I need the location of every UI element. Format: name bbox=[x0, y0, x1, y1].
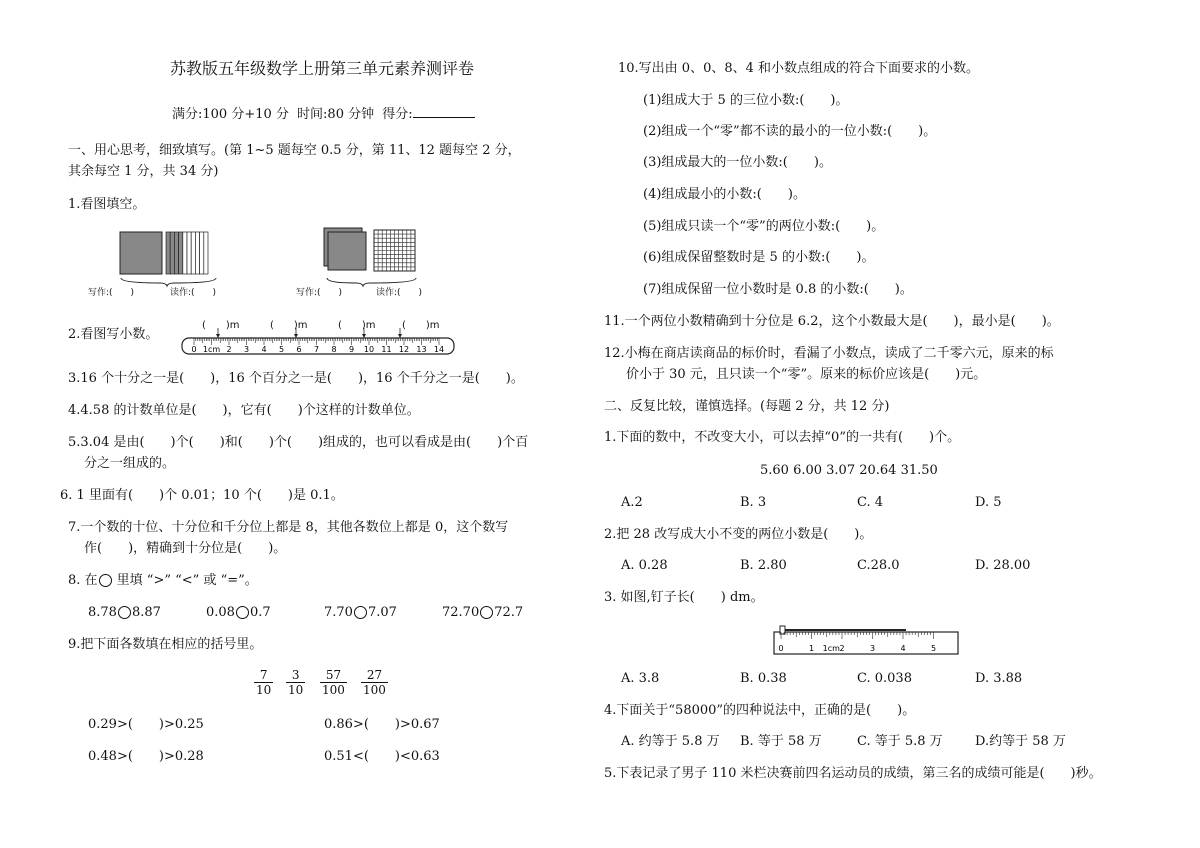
q10-item-3: (3)组成最大的一位小数:( )。 bbox=[643, 155, 832, 170]
q9-item-3: 0.48>( )>0.28 bbox=[88, 749, 204, 764]
ruler-tick-label: 4 bbox=[261, 345, 267, 354]
ruler-tick-label: 2 bbox=[226, 345, 232, 354]
c1-option-c[interactable]: C. 4 bbox=[857, 495, 884, 510]
page-title: 苏教版五年级数学上册第三单元素养测评卷 bbox=[170, 59, 475, 78]
ruler-tick-label: 10 bbox=[363, 345, 375, 354]
q9-item-4: 0.51<( )<0.63 bbox=[324, 749, 440, 764]
q10-item-1: (1)组成大于 5 的三位小数:( )。 bbox=[643, 93, 849, 108]
fraction-7-10: $\frac{7}{10}$ bbox=[256, 668, 272, 697]
q10-item-7: (7)组成保留一位小数时是 0.8 的小数:( )。 bbox=[643, 282, 913, 297]
question-4: 4.4.58 的计数单位是( )，它有( )个这样的计数单位。 bbox=[68, 403, 420, 418]
q9-item-1: 0.29>( )>0.25 bbox=[88, 717, 204, 732]
score-blank[interactable] bbox=[413, 105, 475, 118]
ruler-tick-label: 7 bbox=[313, 345, 320, 354]
nail-tick-label: 4 bbox=[900, 644, 906, 653]
q10-item-5: (5)组成只读一个“零”的两位小数:( )。 bbox=[643, 219, 885, 234]
nail-tick-label: 0 bbox=[778, 644, 784, 653]
choice-3: 3. 如图,钉子长( ) dm。 bbox=[604, 590, 764, 605]
choice-2: 2.把 28 改写成大小不变的两位小数是( )。 bbox=[604, 527, 873, 542]
c4-option-b[interactable]: B. 等于 58 万 bbox=[740, 734, 822, 749]
nail-tick-label: 1 bbox=[808, 644, 815, 653]
question-7: 7.一个数的十位、十分位和千分位上都是 8，其他各数位上都是 0，这个数写 bbox=[68, 520, 509, 535]
c4-option-c[interactable]: C. 等于 5.8 万 bbox=[857, 734, 943, 749]
ruler-tick-label: 1cm bbox=[202, 345, 221, 354]
q10-item-6: (6)组成保留整数时是 5 的小数:( )。 bbox=[643, 250, 875, 265]
nail-tick-label: 2 bbox=[839, 644, 845, 653]
ruler-tick-label: 14 bbox=[433, 345, 445, 354]
question-1: 1.看图填空。 bbox=[68, 197, 146, 212]
q8-item-4[interactable]: 72.70 72.7 bbox=[442, 605, 524, 620]
q8-item-2[interactable]: 0.08 0.7 bbox=[206, 605, 271, 620]
arrow-head-icon bbox=[294, 334, 298, 338]
q8-post: 里填 “>” “<” 或 “=”。 bbox=[112, 573, 258, 588]
ruler-figure bbox=[180, 326, 460, 356]
figure2-write: 写作:( ) bbox=[296, 288, 343, 298]
question-3: 3.16 个十分之一是( )，16 个百分之一是( )，16 个千分之一是( )。 bbox=[68, 371, 524, 386]
nail-ruler-figure bbox=[772, 624, 962, 656]
figure2-brace bbox=[326, 277, 456, 287]
ruler-label-1: ( )m bbox=[202, 320, 240, 331]
figure1-write: 写作:( ) bbox=[88, 288, 135, 298]
choice-1: 1.下面的数中，不改变大小，可以去掉“0”的一共有( )个。 bbox=[604, 430, 961, 445]
score-label: 得分: bbox=[382, 107, 413, 122]
question-12: 12.小梅在商店读商品的标价时，看漏了小数点，读成了二千零六元，原来的标 bbox=[604, 346, 1054, 361]
c2-option-c[interactable]: C.28.0 bbox=[857, 558, 900, 573]
question-12-cont: 价小于 30 元，且只读一个“零”。原来的标价应该是( )元。 bbox=[626, 367, 987, 382]
c3-option-c[interactable]: C. 0.038 bbox=[857, 671, 912, 686]
c2-option-a[interactable]: A. 0.28 bbox=[621, 558, 668, 573]
ruler-tick-label: 9 bbox=[348, 345, 355, 354]
time-limit: 时间:80 分钟 bbox=[297, 107, 375, 122]
figure2-read: 读作:( ) bbox=[376, 288, 423, 298]
c3-option-b[interactable]: B. 0.38 bbox=[740, 671, 787, 686]
nail-tick-label: 5 bbox=[930, 644, 937, 653]
q8-item-3[interactable]: 7.70 7.07 bbox=[324, 605, 397, 620]
ruler-label-3: ( )m bbox=[338, 320, 376, 331]
figure-decimal-squares-2 bbox=[324, 228, 454, 278]
section1-heading-cont: 其余每空 1 分，共 34 分) bbox=[68, 164, 219, 179]
ruler-tick-label: 3 bbox=[243, 345, 250, 354]
question-6: 6. 1 里面有( )个 0.01；10 个( )是 0.1。 bbox=[60, 488, 344, 503]
c3-option-a[interactable]: A. 3.8 bbox=[621, 671, 660, 686]
figure1-brace bbox=[120, 277, 220, 287]
question-5-cont: 分之一组成的。 bbox=[84, 456, 176, 471]
question-2: 2.看图写小数。 bbox=[68, 327, 159, 342]
fraction-57-100: $\frac{57}{100}$ bbox=[322, 668, 345, 697]
c2-option-d[interactable]: D. 28.00 bbox=[975, 558, 1031, 573]
c1-option-a[interactable]: A.2 bbox=[621, 495, 643, 510]
ruler-tick-label: 5 bbox=[278, 345, 285, 354]
ruler-tick-label: 6 bbox=[296, 345, 302, 354]
c1-option-b[interactable]: B. 3 bbox=[740, 495, 767, 510]
choice-1-numbers: 5.60 6.00 3.07 20.64 31.50 bbox=[760, 463, 938, 478]
ruler-tick-label: 0 bbox=[191, 345, 197, 354]
figure1-read: 读作:( ) bbox=[170, 288, 217, 298]
arrow-head-icon bbox=[216, 334, 220, 338]
fraction-27-100: $\frac{27}{100}$ bbox=[363, 668, 386, 697]
question-9: 9.把下面各数填在相应的括号里。 bbox=[68, 637, 263, 652]
arrow-head-icon bbox=[398, 334, 402, 338]
question-7-cont: 作( )，精确到十分位是( )。 bbox=[84, 541, 287, 556]
section2-heading: 二、反复比较，谨慎选择。(每题 2 分，共 12 分) bbox=[604, 399, 890, 414]
c4-option-d[interactable]: D.约等于 58 万 bbox=[975, 734, 1066, 749]
choice-5: 5.下表记录了男子 110 米栏决赛前四名运动员的成绩，第三名的成绩可能是( )秒。 bbox=[604, 766, 1102, 781]
full-score: 满分:100 分+10 分 bbox=[172, 107, 289, 122]
header-info bbox=[172, 105, 475, 124]
q10-item-4: (4)组成最小的小数:( )。 bbox=[643, 187, 806, 202]
q8-pre: 8. 在 bbox=[68, 573, 98, 588]
ruler-label-4: ( )m bbox=[402, 320, 440, 331]
nail-tick-label: 3 bbox=[869, 644, 876, 653]
c3-option-d[interactable]: D. 3.88 bbox=[975, 671, 1023, 686]
question-8 bbox=[68, 572, 258, 590]
question-5: 5.3.04 是由( )个( )和( )个( )组成的，也可以看成是由( )个百 bbox=[68, 435, 529, 450]
q8-item-1[interactable]: 8.78 8.87 bbox=[88, 605, 161, 620]
ruler-label-2: ( )m bbox=[270, 320, 308, 331]
question-11: 11.一个两位小数精确到十分位是 6.2，这个小数最大是( )，最小是( )。 bbox=[604, 314, 1060, 329]
c1-option-d[interactable]: D. 5 bbox=[975, 495, 1002, 510]
q10-item-2: (2)组成一个“零”都不读的最小的一位小数:( )。 bbox=[643, 124, 937, 139]
ruler-tick-label: 13 bbox=[416, 345, 427, 354]
q9-item-2: 0.86>( )>0.67 bbox=[324, 717, 440, 732]
ruler-tick-label: 11 bbox=[381, 345, 392, 354]
section1-heading: 一、用心思考，细致填写。(第 1~5 题每空 0.5 分，第 11、12 题每空 2 分， bbox=[68, 143, 521, 158]
fraction-3-10: $\frac{3}{10}$ bbox=[288, 668, 304, 697]
arrow-head-icon bbox=[362, 334, 366, 338]
choice-4: 4.下面关于“58000”的四种说法中，正确的是( )。 bbox=[604, 703, 916, 718]
ruler-tick-label: 12 bbox=[398, 345, 410, 354]
c2-option-b[interactable]: B. 2.80 bbox=[740, 558, 787, 573]
ruler-tick-label: 8 bbox=[331, 345, 337, 354]
question-10: 10.写出由 0、0、8、4 和小数点组成的符合下面要求的小数。 bbox=[618, 61, 980, 76]
figure-decimal-squares-1 bbox=[120, 232, 220, 277]
c4-option-a[interactable]: A. 约等于 5.8 万 bbox=[621, 734, 720, 749]
circle-icon bbox=[99, 574, 112, 587]
nail-tick-label: 1cm bbox=[822, 644, 840, 653]
